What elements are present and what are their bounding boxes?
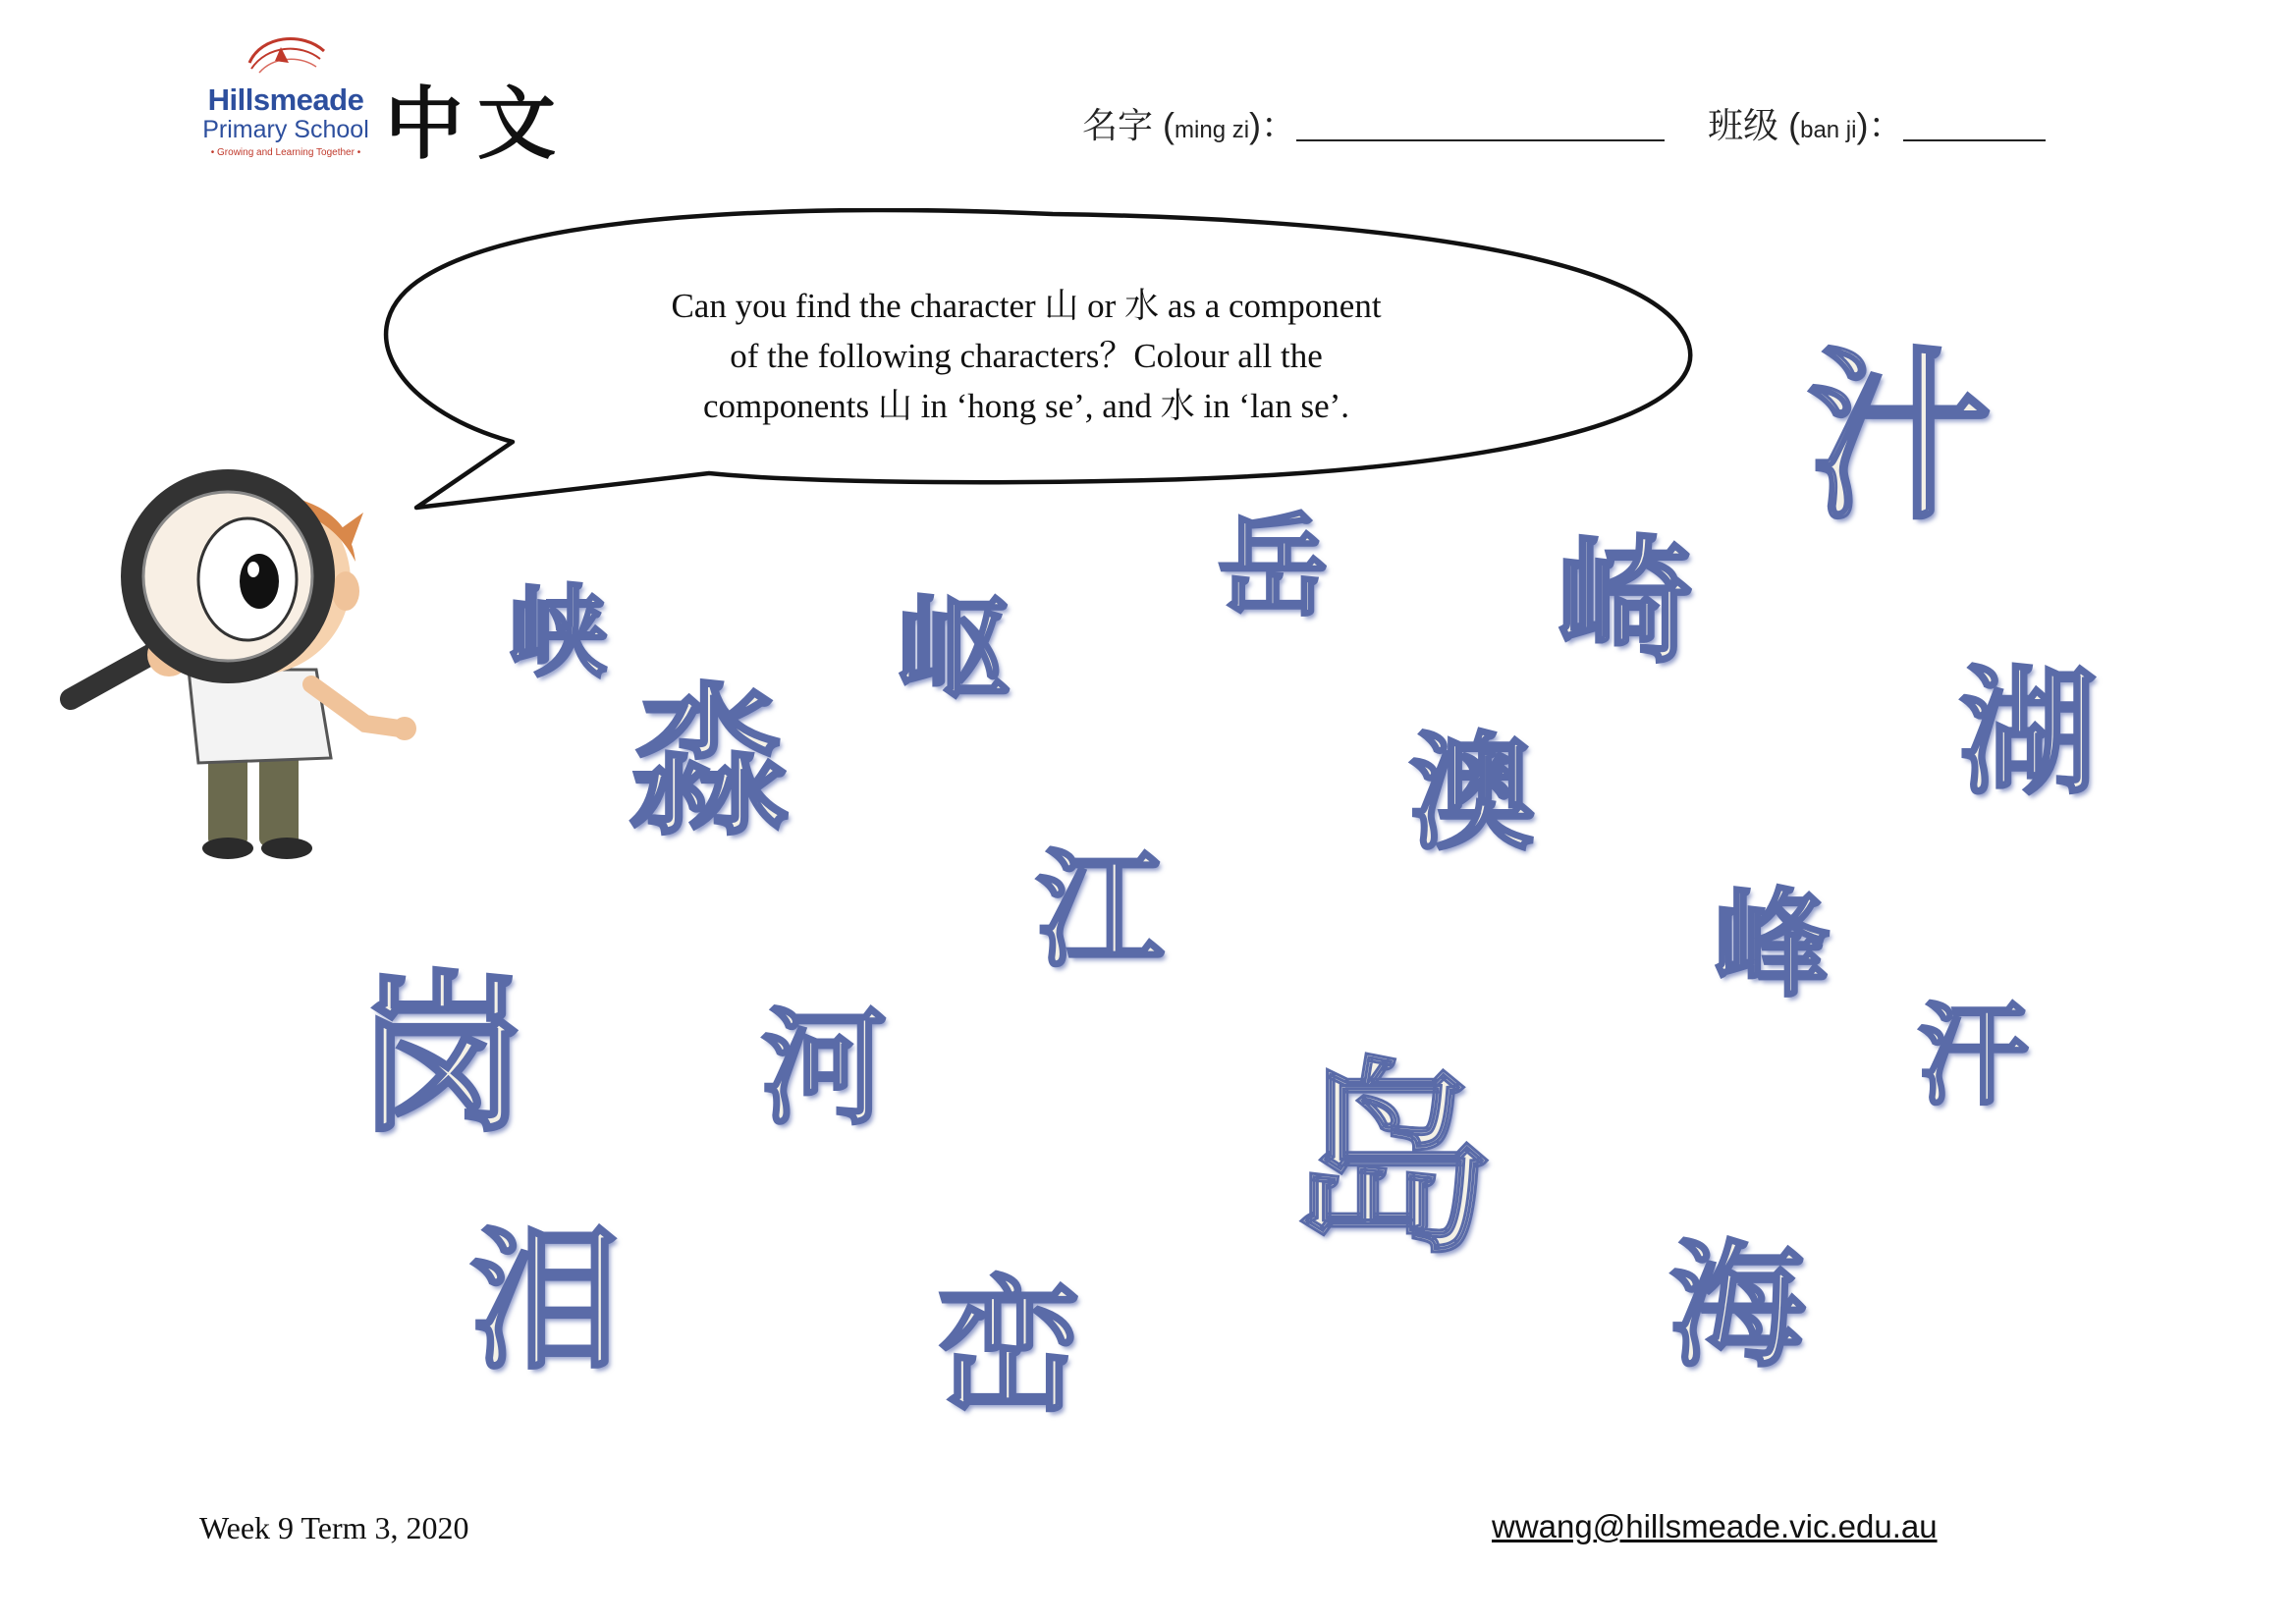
name-label: 名字 [1082, 105, 1154, 145]
character-qi[interactable]: 崎 [1557, 523, 1693, 681]
character-feng[interactable]: 峰 [1714, 877, 1831, 1012]
character-qu[interactable]: 岖 [897, 584, 1011, 716]
character-he[interactable]: 河 [761, 996, 888, 1142]
name-pinyin: ming zi [1175, 117, 1250, 143]
detective-illustration [51, 454, 444, 866]
class-pinyin: ban ji [1800, 117, 1857, 143]
character-gang[interactable]: 岗 [355, 956, 527, 1156]
character-luan[interactable]: 峦 [936, 1263, 1081, 1432]
class-label: 班级 [1708, 105, 1779, 145]
character-han[interactable]: 汗 [1918, 993, 2028, 1120]
character-jiang[interactable]: 江 [1036, 836, 1165, 985]
name-field[interactable] [1296, 112, 1665, 141]
character-zhi[interactable]: 汁 [1807, 330, 1992, 545]
school-name: Hillsmeade [207, 82, 364, 117]
character-yue[interactable]: 岳 [1218, 504, 1328, 631]
character-miao[interactable]: 淼 [629, 669, 791, 857]
character-lei[interactable]: 泪 [469, 1213, 622, 1390]
school-subtitle: Primary School [202, 116, 369, 143]
character-ao[interactable]: 澳 [1409, 721, 1536, 867]
worksheet-date: Week 9 Term 3, 2020 [199, 1510, 469, 1545]
subject-title: 中文 [385, 78, 570, 170]
swoosh-logo-icon [242, 29, 330, 84]
instruction-line-3: components 山 in ‘hong se’, and 水 in ‘lan se’. [702, 387, 1350, 425]
class-field[interactable] [1903, 112, 2046, 141]
student-info-line: 名字 (ming zi)： 班级 (ban ji)： [1082, 98, 2046, 148]
teacher-email-link[interactable]: wwang@hillsmeade.vic.edu.au [1492, 1508, 1938, 1544]
character-hai[interactable]: 海 [1669, 1227, 1806, 1385]
instruction-text [550, 281, 1503, 431]
school-logo [192, 29, 379, 157]
school-tagline: • Growing and Learning Together • [210, 147, 361, 158]
character-xia[interactable]: 峡 [509, 575, 607, 690]
character-dao[interactable]: 岛 [1288, 1041, 1496, 1281]
character-hu[interactable]: 湖 [1959, 654, 2098, 814]
instruction-line-1: Can you find the character 山 or 水 as a component [671, 287, 1382, 325]
instruction-line-2: of the following characters？Colour all the [730, 337, 1323, 375]
